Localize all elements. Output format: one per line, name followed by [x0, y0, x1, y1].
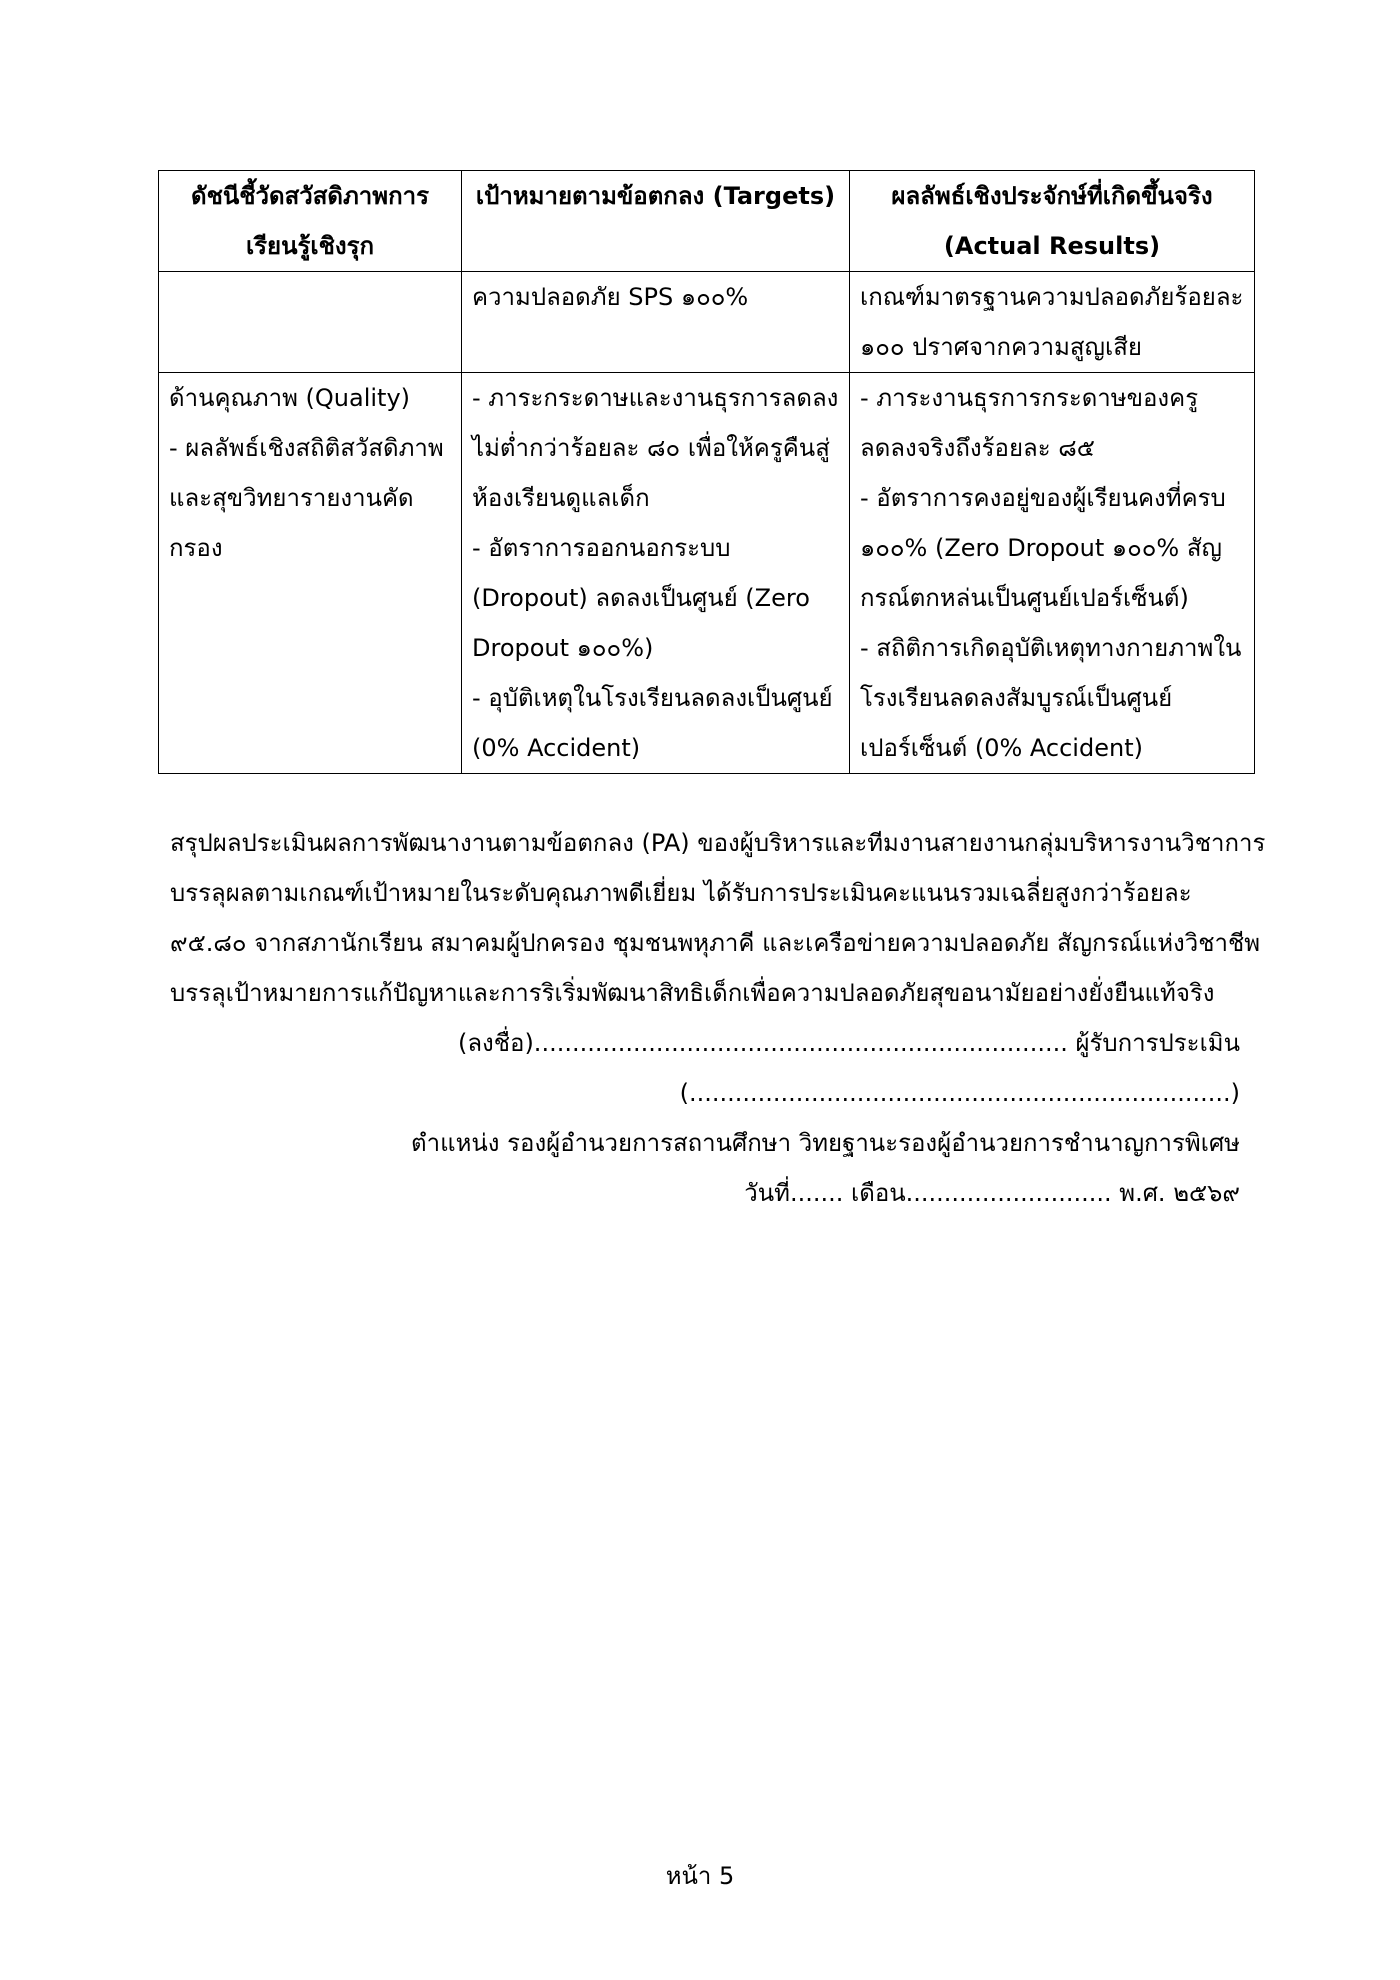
header-text: ผลลัพธ์เชิงประจักษ์ที่เกิดขึ้นจริง	[891, 182, 1213, 210]
table-header-row	[159, 171, 1255, 272]
cell-text: ความปลอดภัย SPS ๑๐๐%	[472, 283, 749, 311]
cell-text: ห้องเรียนดูแลเด็ก	[472, 484, 650, 512]
cell-result	[850, 272, 1255, 373]
cell-text: - อุบัติเหตุในโรงเรียนลดลงเป็นศูนย์	[472, 684, 833, 712]
table-row	[159, 373, 1255, 774]
cell-text: และสุขวิทยารายงานคัด	[169, 484, 414, 512]
cell-text: - ผลลัพธ์เชิงสถิติสวัสดิภาพ	[169, 434, 444, 462]
summary-line: ๙๕.๘๐ จากสภานักเรียน สมาคมผู้ปกครอง ชุมชนพหุภาคี และเครือข่ายความปลอดภัย สัญกรณ์แห่งวิชาชีพ	[170, 929, 1261, 957]
cell-indicator	[159, 272, 462, 373]
cell-text: - ภาระงานธุรการกระดาษของครู	[860, 384, 1199, 412]
cell-text: โรงเรียนลดลงสัมบูรณ์เป็นศูนย์	[860, 684, 1173, 712]
header-text: ดัชนีชี้วัดสวัสดิภาพการ	[190, 182, 429, 210]
cell-target	[462, 272, 850, 373]
cell-target	[462, 373, 850, 774]
header-targets	[462, 171, 850, 272]
signature-line: (ลงชื่อ)...................................................................... ผู้รับการประเมิน	[457, 1029, 1240, 1057]
signature-date: วันที่....... เดือน........................... พ.ศ. ๒๕๖๙	[744, 1179, 1240, 1207]
cell-text: ๑๐๐ ปราศจากความสูญเสีย	[860, 333, 1142, 361]
cell-text: ๑๐๐% (Zero Dropout ๑๐๐% สัญ	[860, 534, 1222, 562]
cell-text: - อัตราการออกนอกระบบ	[472, 534, 731, 562]
summary-line: บรรลุผลตามเกณฑ์เป้าหมายในระดับคุณภาพดีเยี่ยม ได้รับการประเมินคะแนนรวมเฉลี่ยสูงกว่าร้อยละ	[170, 879, 1192, 907]
cell-result	[850, 373, 1255, 774]
cell-indicator	[159, 373, 462, 774]
cell-text: (0% Accident)	[472, 734, 641, 762]
cell-text: เปอร์เซ็นต์ (0% Accident)	[860, 734, 1143, 762]
pa-results-table	[158, 170, 1255, 774]
cell-text: - ภาระกระดาษและงานธุรการลดลง	[472, 384, 839, 412]
header-actual-results	[850, 171, 1255, 272]
header-text: เป้าหมายตามข้อตกลง (Targets)	[475, 182, 836, 210]
table-row	[159, 272, 1255, 373]
cell-text: เกณฑ์มาตรฐานความปลอดภัยร้อยละ	[860, 283, 1244, 311]
summary-line: สรุปผลประเมินผลการพัฒนางานตามข้อตกลง (PA) ของผู้บริหารและทีมงานสายงานกลุ่มบริหารงานวิชาการ	[170, 829, 1266, 857]
cell-text: ด้านคุณภาพ (Quality)	[169, 384, 411, 412]
cell-text: (Dropout) ลดลงเป็นศูนย์ (Zero	[472, 584, 810, 612]
summary-paragraph	[170, 818, 1266, 1018]
signer-name-line: (.......................................................................)	[679, 1079, 1240, 1107]
header-text: เรียนรู้เชิงรุก	[245, 232, 375, 260]
summary-line: บรรลุเป้าหมายการแก้ปัญหาและการริเริ่มพัฒนาสิทธิเด็กเพื่อความปลอดภัยสุขอนามัยอย่างยั่งยืนแท้จริง	[170, 979, 1215, 1007]
header-text: (Actual Results)	[943, 232, 1161, 260]
header-indicator	[159, 171, 462, 272]
cell-text: ไม่ต่ำกว่าร้อยละ ๘๐ เพื่อให้ครูคืนสู่	[472, 434, 830, 462]
cell-text: กรอง	[169, 534, 223, 562]
signer-position: ตำแหน่ง รองผู้อำนวยการสถานศึกษา วิทยฐานะรองผู้อำนวยการชำนาญการพิเศษ	[411, 1129, 1240, 1157]
cell-text: กรณ์ตกหล่นเป็นศูนย์เปอร์เซ็นต์)	[860, 584, 1189, 612]
cell-text: - อัตราการคงอยู่ของผู้เรียนคงที่ครบ	[860, 484, 1226, 512]
cell-text: Dropout ๑๐๐%)	[472, 634, 654, 662]
cell-text: - สถิติการเกิดอุบัติเหตุทางกายภาพใน	[860, 634, 1242, 662]
page-number: หน้า 5	[665, 1862, 735, 1890]
cell-text: ลดลงจริงถึงร้อยละ ๘๕	[860, 434, 1095, 462]
